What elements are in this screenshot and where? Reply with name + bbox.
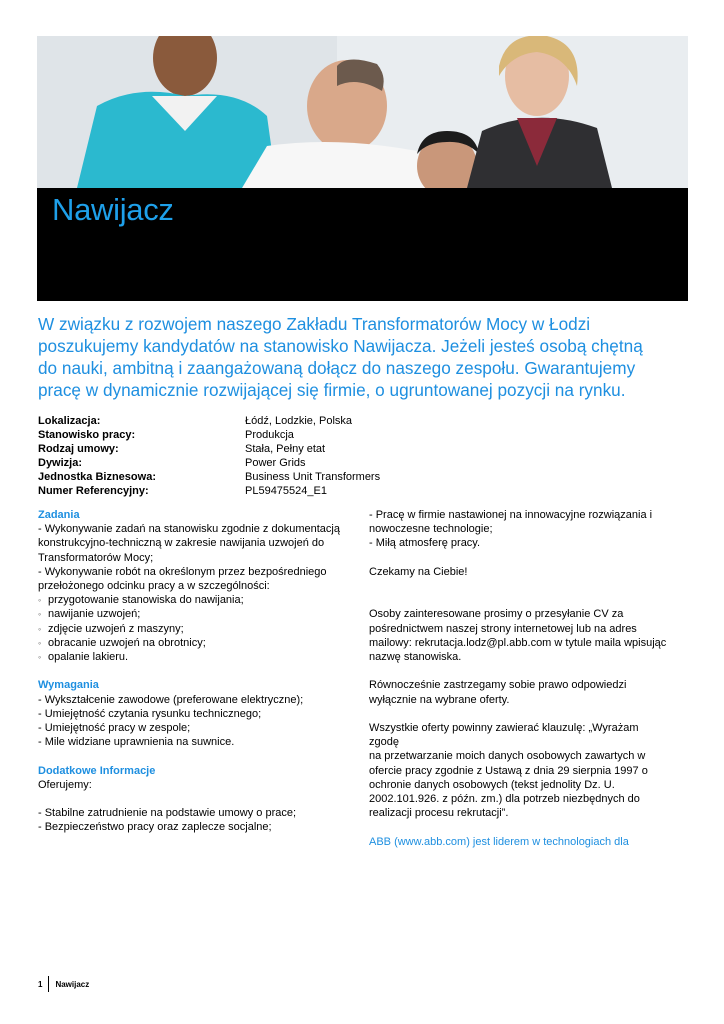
detail-row <box>38 471 598 485</box>
task-bullet: ◦ nawijanie uzwojeń; <box>38 607 353 621</box>
apply-line: mailowy: rekrutacja.lodz@pl.abb.com w tytule maila wpisując <box>369 636 667 649</box>
offer-line: - Bezpieczeństwo pracy oraz zaplecze socjalne; <box>38 821 272 834</box>
detail-label: Lokalizacja: <box>38 415 101 427</box>
reserve-line: wyłącznie na wybrane oferty. <box>369 693 510 706</box>
intro-text: W związku z rozwojem naszego Zakładu Transformatorów Mocy w Łodzi poszukujemy kandydatów na stanowisko Nawijacza. Jeżeli jesteś osobą chętną do nauki, ambitną i zaangażowaną dołącz do naszego zespołu. Gwarantujemy pracę w dynamicznie rozwijającej się firmie, o ugruntowanej pozycji na rynku. <box>38 314 643 400</box>
closing-text: Czekamy na Ciebie! <box>369 565 468 578</box>
detail-value: Business Unit Transformers <box>245 470 381 483</box>
clause-line: realizacji procesu rekrutacji”. <box>369 807 509 820</box>
detail-label: Dywizja: <box>38 456 83 469</box>
footer-divider <box>48 976 49 992</box>
title-band <box>37 188 688 301</box>
detail-value: Łódź, Lodzkie, Polska <box>245 415 353 427</box>
left-column <box>38 508 353 835</box>
section-heading-zadania: Zadania <box>38 509 80 521</box>
detail-row <box>38 443 598 457</box>
people-photo-icon <box>37 36 688 188</box>
offer-line: nowoczesne technologie; <box>369 523 493 536</box>
clause-line: na przetwarzanie moich danych osobowych zawartych w <box>369 750 646 763</box>
header-photo <box>37 36 688 188</box>
footer-label: Nawijacz <box>55 979 90 989</box>
requirement-line: - Umiejętność pracy w zespole; <box>38 722 191 735</box>
detail-label: Stanowisko pracy: <box>38 428 136 441</box>
job-details <box>38 415 598 498</box>
reserve-line: Równocześnie zastrzegamy sobie prawo odpowiedzi <box>369 679 627 692</box>
detail-value: PL59475524_E1 <box>245 484 327 497</box>
apply-line: pośrednictwem naszej strony internetowej lub na adres <box>369 622 637 635</box>
apply-line: Osoby zainteresowane prosimy o przesyłanie CV za <box>369 608 624 621</box>
detail-value: Stała, Pełny etat <box>245 442 326 455</box>
apply-line: nazwę stanowiska. <box>369 650 462 663</box>
clause-line: ofercie pracy zgodnie z Ustawą z dnia 29 sierpnia 1997 o <box>369 764 648 777</box>
page-title: Nawijacz <box>52 192 174 227</box>
right-column <box>369 508 669 849</box>
offer-intro: Oferujemy: <box>38 778 92 791</box>
abb-text: ABB (www.abb.com) jest liderem w technologiach dla <box>369 835 629 848</box>
detail-label: Numer Referencyjny: <box>38 484 149 497</box>
section-heading-dodatkowe: Dodatkowe Informacje <box>38 764 156 777</box>
task-bullet: ◦ przygotowanie stanowiska do nawijania; <box>38 593 353 607</box>
detail-value: Produkcja <box>245 428 294 441</box>
detail-row <box>38 457 598 471</box>
detail-row <box>38 485 598 499</box>
requirement-line: - Mile widziane uprawnienia na suwnice. <box>38 736 235 749</box>
task-bullet: ◦ zdjęcie uzwojeń z maszyny; <box>38 622 353 636</box>
clause-line: 2002.101.926. z późn. zm.) dla potrzeb niezbędnych do <box>369 792 640 805</box>
clause-line: ochronie danych osobowych (tekst jednolity Dz. U. <box>369 778 615 791</box>
detail-row <box>38 415 598 429</box>
requirement-line: - Wykształcenie zawodowe (preferowane elektryczne); <box>38 693 304 706</box>
task-bullet: ◦ opalanie lakieru. <box>38 650 353 664</box>
section-heading-wymagania: Wymagania <box>38 679 99 692</box>
detail-label: Rodzaj umowy: <box>38 442 119 455</box>
detail-row <box>38 429 598 443</box>
task-line: przełożonego odcinku pracy a w szczególności: <box>38 580 270 593</box>
detail-value: Power Grids <box>245 456 306 469</box>
detail-label: Jednostka Biznesowa: <box>38 470 156 483</box>
task-line: Transformatorów Mocy; <box>38 551 154 564</box>
task-line: - Wykonywanie robót na określonym przez bezpośredniego <box>38 565 327 578</box>
offer-line: - Stabilne zatrudnienie na podstawie umowy o prace; <box>38 807 297 820</box>
page-footer <box>38 976 89 992</box>
task-line: - Wykonywanie zadań na stanowisku zgodnie z dokumentacją <box>38 523 340 536</box>
task-bullet: ◦ obracanie uzwojeń na obrotnicy; <box>38 636 353 650</box>
task-line: konstrukcyjno-techniczną w zakresie nawijania uzwojeń do <box>38 537 325 550</box>
offer-line: - Pracę w firmie nastawionej na innowacyjne rozwiązania i <box>369 509 653 521</box>
offer-line: - Miłą atmosferę pracy. <box>369 537 481 550</box>
requirement-line: - Umiejętność czytania rysunku technicznego; <box>38 707 262 720</box>
clause-line: Wszystkie oferty powinny zawierać klauzulę: „Wyrażam zgodę <box>369 721 642 749</box>
page-number: 1 <box>38 979 43 989</box>
